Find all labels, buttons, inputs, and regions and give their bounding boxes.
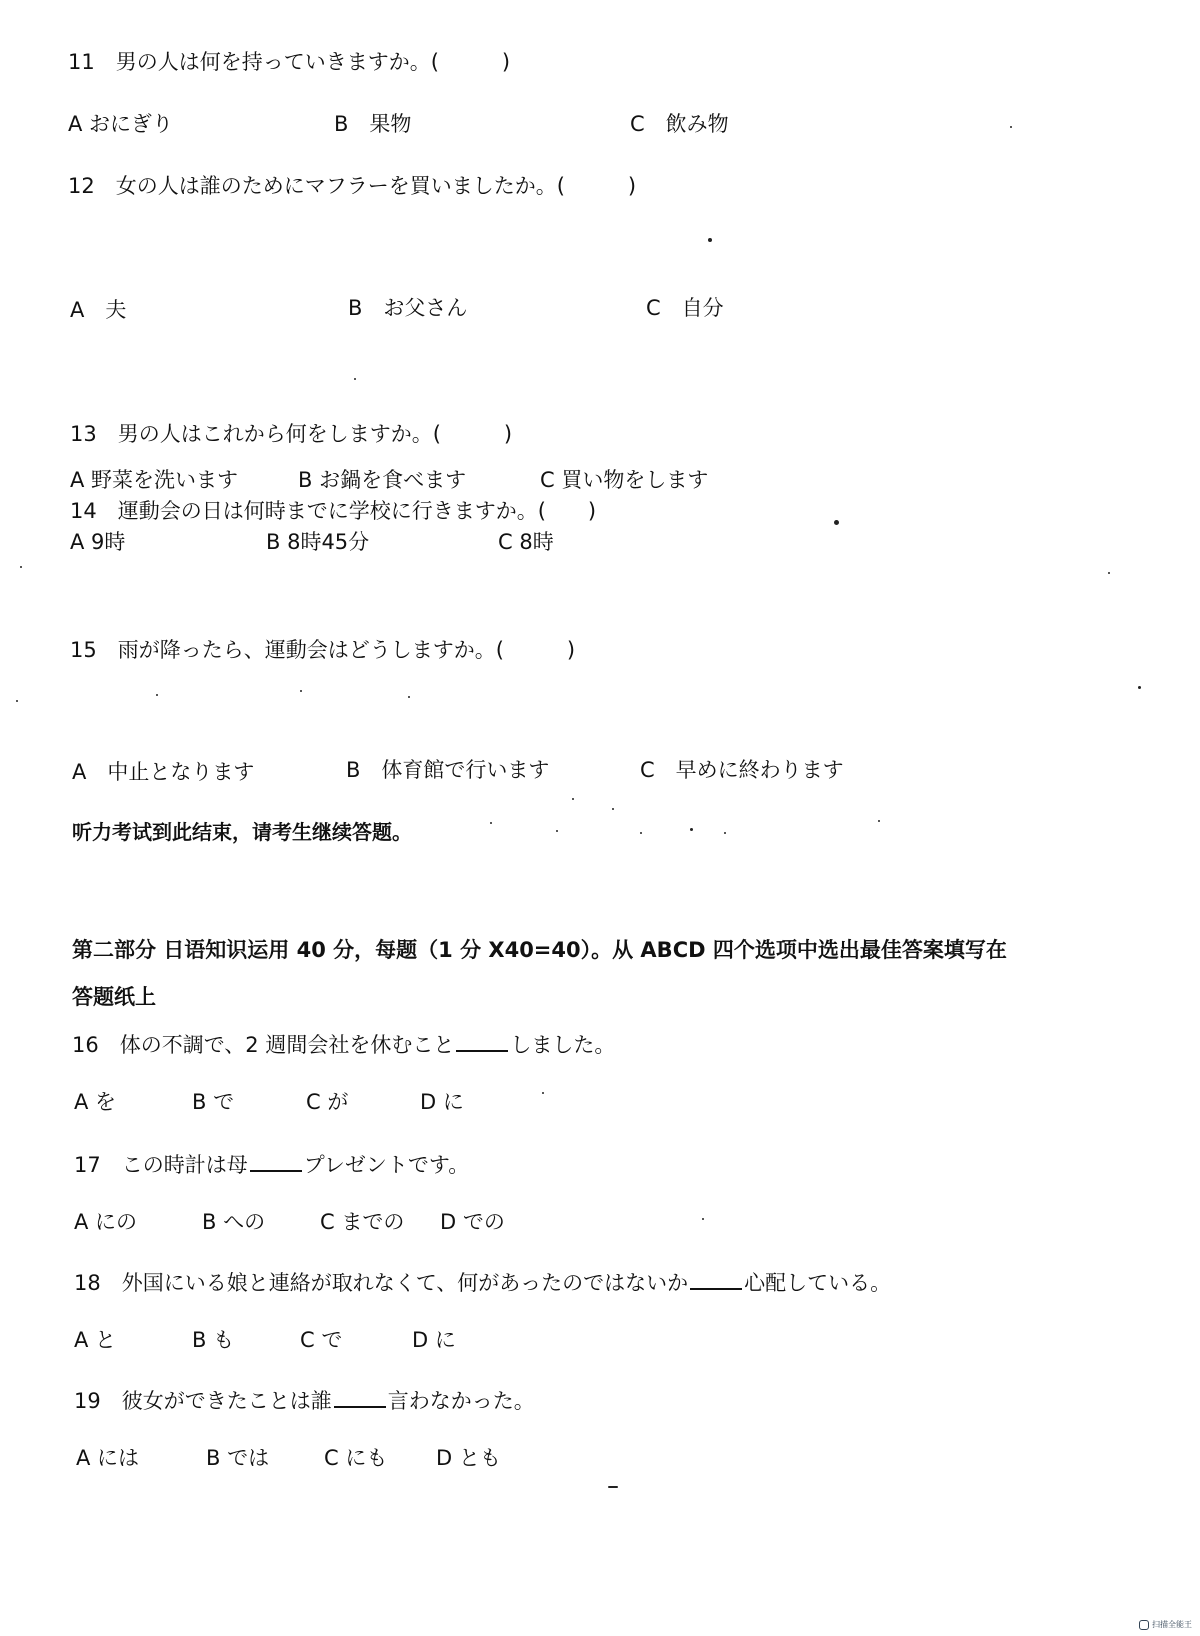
answer-blank — [690, 1270, 742, 1290]
question-17-option-d: D での — [440, 1210, 505, 1234]
question-13-option-c: C 買い物をします — [540, 468, 709, 492]
answer-blank — [334, 1388, 386, 1408]
question-12-option-c: C 自分 — [646, 296, 724, 320]
question-18-option-b: B も — [192, 1328, 235, 1352]
scanner-logo-icon — [1139, 1620, 1149, 1630]
question-19-text: 19 彼女ができたことは誰 言わなかった。 — [74, 1389, 535, 1413]
question-12-text: 12 女の人は誰のためにマフラーを買いましたか。( ) — [68, 174, 637, 198]
scan-speck — [300, 690, 302, 692]
scan-speck — [1138, 686, 1141, 689]
scan-speck — [20, 566, 22, 568]
question-12-option-a: A 夫 — [70, 298, 127, 322]
scan-speck — [878, 820, 880, 822]
scan-speck — [1108, 572, 1110, 574]
scan-speck — [834, 520, 839, 525]
question-13-text: 13 男の人はこれから何をしますか。( ) — [70, 422, 513, 446]
question-13-option-b: B お鍋を食べます — [298, 468, 467, 492]
question-12-option-b: B お父さん — [348, 296, 468, 320]
question-14-option-a: A 9時 — [70, 530, 126, 554]
question-19-option-b: B では — [206, 1446, 270, 1470]
question-13-option-a: A 野菜を洗います — [70, 468, 239, 492]
question-14-text: 14 運動会の日は何時までに学校に行きますか。( ) — [70, 499, 597, 523]
question-19-option-c: C にも — [324, 1446, 388, 1470]
question-15-option-a: A 中止となります — [72, 760, 255, 784]
scan-speck — [1010, 126, 1012, 128]
question-11-option-b: B 果物 — [334, 112, 412, 136]
question-18-option-c: C で — [300, 1328, 343, 1352]
question-11-text: 11 男の人は何を持っていきますか。( ) — [68, 50, 511, 74]
question-17-option-a: A にの — [74, 1210, 138, 1234]
scan-speck — [542, 1092, 544, 1094]
scan-speck — [556, 830, 558, 832]
question-15-option-c: C 早めに終わります — [640, 758, 844, 782]
question-18-text: 18 外国にいる娘と連絡が取れなくて、何があったのではないか 心配している。 — [74, 1271, 892, 1295]
question-16-option-a: A を — [74, 1090, 117, 1114]
question-11-option-a: A おにぎり — [68, 112, 174, 136]
question-14-option-b: B 8時45分 — [266, 530, 370, 554]
question-16-text: 16 体の不調で、2 週間会社を休むこと しました。 — [72, 1033, 616, 1057]
scan-speck — [724, 832, 726, 834]
scan-speck — [156, 694, 158, 696]
scan-speck — [16, 700, 18, 702]
question-16-option-d: D に — [420, 1090, 464, 1114]
listening-end-notice: 听力考试到此结束，请考生继续答题。 — [72, 820, 412, 844]
question-17-option-c: C までの — [320, 1210, 405, 1234]
scan-speck — [702, 1218, 704, 1220]
question-18-option-d: D に — [412, 1328, 456, 1352]
question-19-option-a: A には — [76, 1446, 140, 1470]
scan-speck — [354, 378, 356, 380]
answer-blank — [250, 1152, 302, 1172]
question-17-option-b: B への — [202, 1210, 266, 1234]
scan-speck — [572, 798, 574, 800]
question-15-option-b: B 体育館で行います — [346, 758, 550, 782]
question-16-option-b: B で — [192, 1090, 235, 1114]
scan-speck — [490, 822, 492, 824]
scan-speck — [408, 696, 410, 698]
question-19-option-d: D とも — [436, 1446, 501, 1470]
question-11-option-c: C 飲み物 — [630, 112, 729, 136]
question-17-text: 17 この時計は母 プレゼントです。 — [74, 1153, 470, 1177]
question-18-option-a: A と — [74, 1328, 117, 1352]
question-15-text: 15 雨が降ったら、運動会はどうしますか。( ) — [70, 638, 576, 662]
scan-speck — [708, 238, 712, 242]
question-14-option-c: C 8時 — [498, 530, 554, 554]
section-2-heading-cont: 答题纸上 — [72, 985, 156, 1009]
answer-blank — [456, 1032, 508, 1052]
scan-speck — [608, 1486, 618, 1488]
section-2-heading: 第二部分 日语知识运用 40 分，每题（1 分 X40=40）。从 ABCD 四个选项中选出最佳答案填写在 — [72, 938, 1007, 962]
question-16-option-c: C が — [306, 1090, 349, 1114]
scan-speck — [690, 828, 693, 831]
scanner-watermark: 扫描全能王 — [1139, 1619, 1192, 1630]
scan-speck — [640, 832, 642, 834]
scan-speck — [612, 808, 614, 810]
